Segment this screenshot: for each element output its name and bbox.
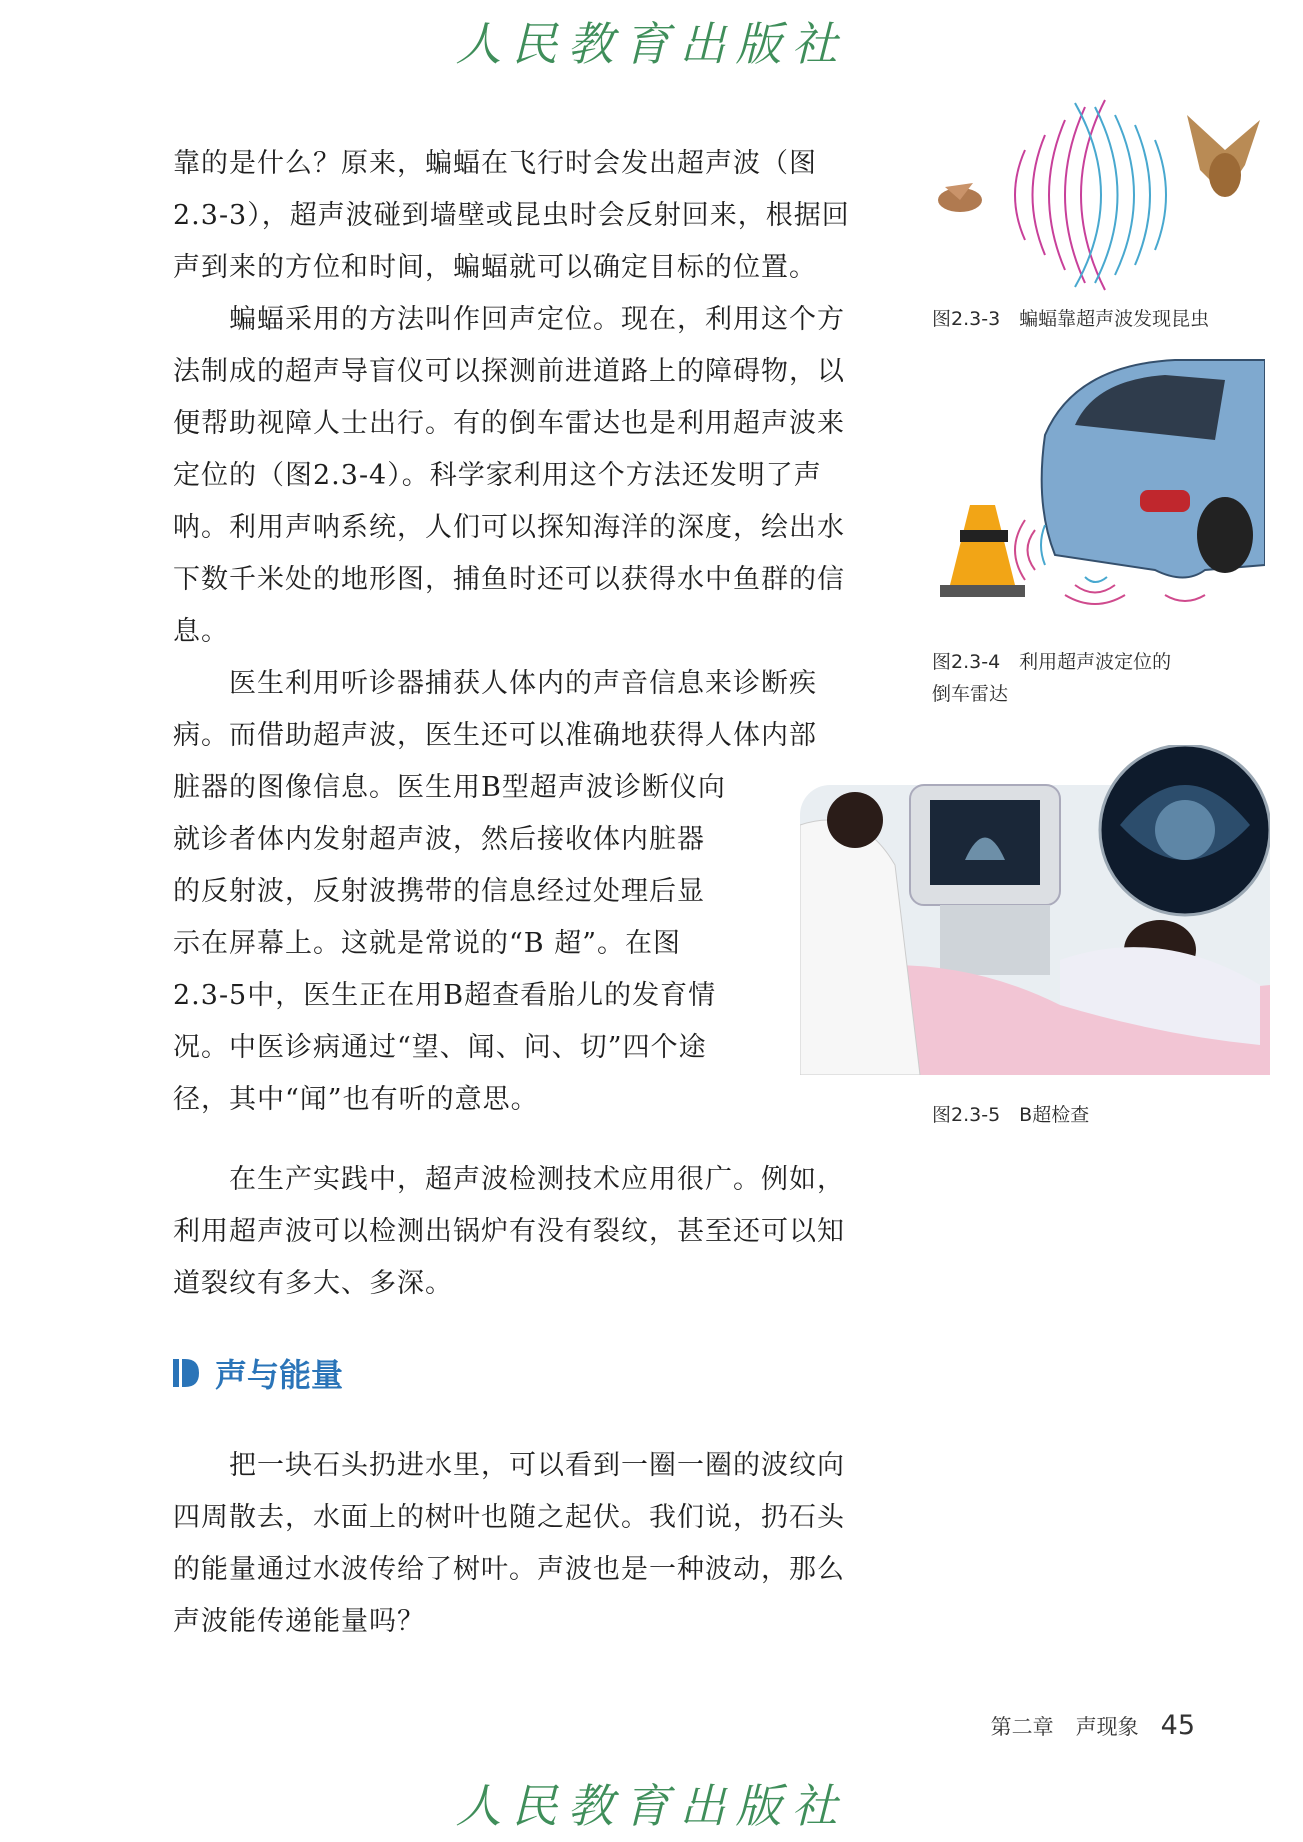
paragraph-stethoscope: 医生利用听诊器捕获人体内的声音信息来诊断疾病。而借助超声波，医生还可以准确地获得人体内部	[173, 668, 817, 751]
text-block-lower	[173, 1154, 868, 1310]
section-marker-icon	[173, 1359, 199, 1387]
publisher-watermark-bottom: 人民教育出版社	[455, 1779, 848, 1833]
figure-caption-radar	[932, 646, 1171, 710]
page-number: 45	[1160, 1710, 1195, 1741]
section-heading	[173, 1350, 343, 1396]
b-ultrasound-photo	[800, 745, 1270, 1075]
paragraph-echolocation: 蝙蝠采用的方法叫作回声定位。现在，利用这个方法制成的超声导盲仪可以探测前进道路上的障碍物，以便帮助视障人士出行。有的倒车雷达也是利用超声波来定位的（图2.3-4）。科学家利用这个方法还发明了声呐。利用声呐系统，人们可以探知海洋的深度，绘出水下数千米处的地形图，捕鱼时还可以获得水中鱼群的信息。	[173, 304, 845, 647]
traffic-cone-icon	[940, 505, 1025, 597]
page-footer	[991, 1710, 1195, 1741]
moth-icon	[938, 183, 982, 212]
figure-bat-ultrasound	[925, 95, 1265, 295]
footer-chapter: 第二章	[990, 1715, 1054, 1739]
section-heading-text: 声与能量	[215, 1356, 344, 1394]
publisher-watermark-top: 人民教育出版社	[455, 17, 848, 71]
footer-chapter-title: 声现象	[1075, 1715, 1139, 1739]
figure-caption-b-ultrasound: 图2.3-5 B超检查	[932, 1104, 1090, 1126]
figure-parking-radar	[925, 355, 1265, 625]
text-block-narrow	[173, 762, 728, 1126]
paragraph-bat-echo: 靠的是什么？原来，蝙蝠在飞行时会发出超声波（图2.3-3），超声波碰到墙壁或昆虫时会反射回来，根据回声到来的方位和时间，蝙蝠就可以确定目标的位置。	[173, 148, 850, 283]
figure-caption-radar-line1: 图2.3-4 利用超声波定位的	[932, 651, 1172, 673]
text-block-energy	[173, 1440, 868, 1648]
text-block-upper	[173, 138, 868, 762]
bat-icon	[1187, 115, 1260, 197]
figure-b-ultrasound	[800, 745, 1270, 1075]
bat-ultrasound-illustration	[925, 95, 1265, 295]
paragraph-industrial: 在生产实践中，超声波检测技术应用很广。例如，利用超声波可以检测出锅炉有没有裂纹，甚至还可以知道裂纹有多大、多深。	[173, 1164, 845, 1299]
parking-radar-illustration	[925, 355, 1265, 625]
paragraph-b-ultrasound: 脏器的图像信息。医生用B型超声波诊断仪向就诊者体内发射超声波，然后接收体内脏器的反射波，反射波携带的信息经过处理后显示在屏幕上。这就是常说的“B 超”。在图2.3-5中，医生正在用B超查看胎儿的发育情况。中医诊病通过“望、闻、问、切”四个途径，其中“闻”也有听的意思。	[173, 772, 726, 1115]
paragraph-sound-energy: 把一块石头扔进水里，可以看到一圈一圈的波纹向四周散去，水面上的树叶也随之起伏。我们说，扔石头的能量通过水波传给了树叶。声波也是一种波动，那么声波能传递能量吗？	[173, 1450, 845, 1637]
figure-caption-radar-line2: 倒车雷达	[932, 683, 1009, 705]
figure-caption-bat: 图2.3-3 蝙蝠靠超声波发现昆虫	[932, 308, 1210, 330]
